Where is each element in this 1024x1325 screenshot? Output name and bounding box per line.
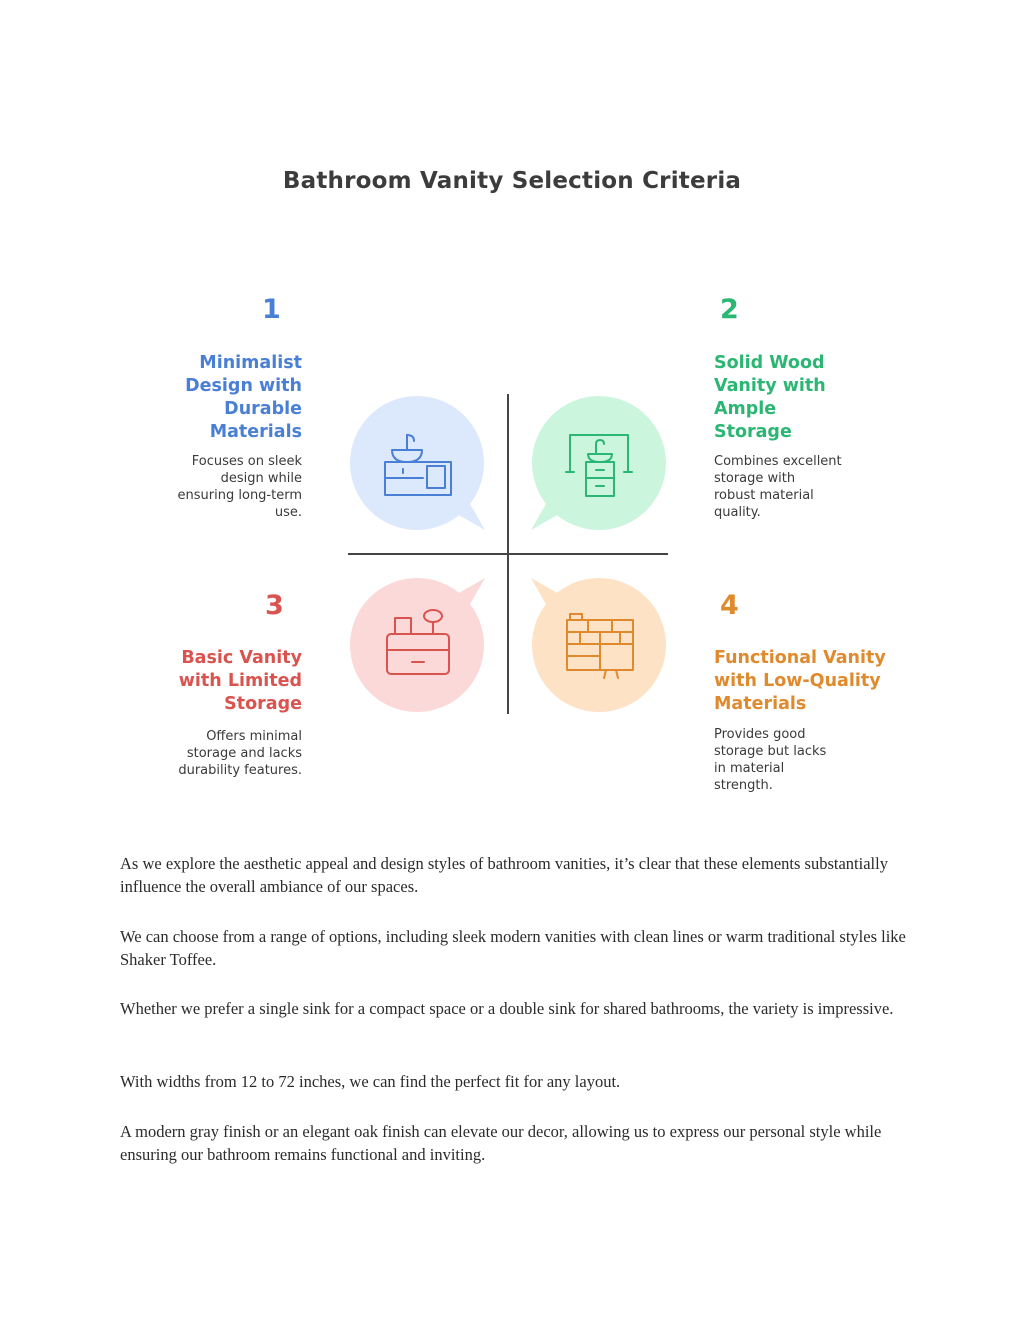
quadrant-3-description: Offers minimal storage and lacks durability features.: [178, 729, 302, 778]
quadrant-3-number: 3: [265, 590, 284, 621]
paragraph-2: We can choose from a range of options, including sleek modern vanities with clean lines or warm traditional styles like Shaker Toffee.: [120, 927, 906, 969]
quadrant-3-heading: Basic Vanity with Limited Storage: [178, 648, 302, 714]
quadrant-4-heading: Functional Vanity with Low-Quality Materials: [714, 648, 886, 714]
paragraph-4: With widths from 12 to 72 inches, we can find the perfect fit for any layout.: [120, 1072, 621, 1091]
quadrant-4-description: Provides good storage but lacks in material strength.: [714, 727, 827, 793]
page-title: Bathroom Vanity Selection Criteria: [282, 168, 742, 194]
quadrant-3-bubble: [350, 578, 485, 712]
quadrant-1-heading: Minimalist Design with Durable Materials: [185, 353, 302, 442]
paragraph-5: A modern gray finish or an elegant oak finish can elevate our decor, allowing us to express our personal style while ensuring our bathroom remains functional and inviting.: [120, 1122, 882, 1164]
paragraph-1: As we explore the aesthetic appeal and design styles of bathroom vanities, it’s clear that these elements substantially influence the overall ambiance of our spaces.: [120, 854, 888, 896]
quadrant-1-number: 1: [262, 294, 281, 325]
quadrant-1-description: Focuses on sleek design while ensuring long-term use.: [177, 454, 302, 520]
quadrant-4-number: 4: [720, 590, 739, 621]
quadrant-2-description: Combines excellent storage with robust material quality.: [714, 454, 842, 520]
paragraph-3: Whether we prefer a single sink for a compact space or a double sink for shared bathrooms, the variety is impressive.: [120, 999, 894, 1018]
quadrant-2-heading: Solid Wood Vanity with Ample Storage: [714, 353, 826, 442]
quadrant-diagram: [330, 380, 690, 730]
quadrant-2-number: 2: [720, 294, 739, 325]
